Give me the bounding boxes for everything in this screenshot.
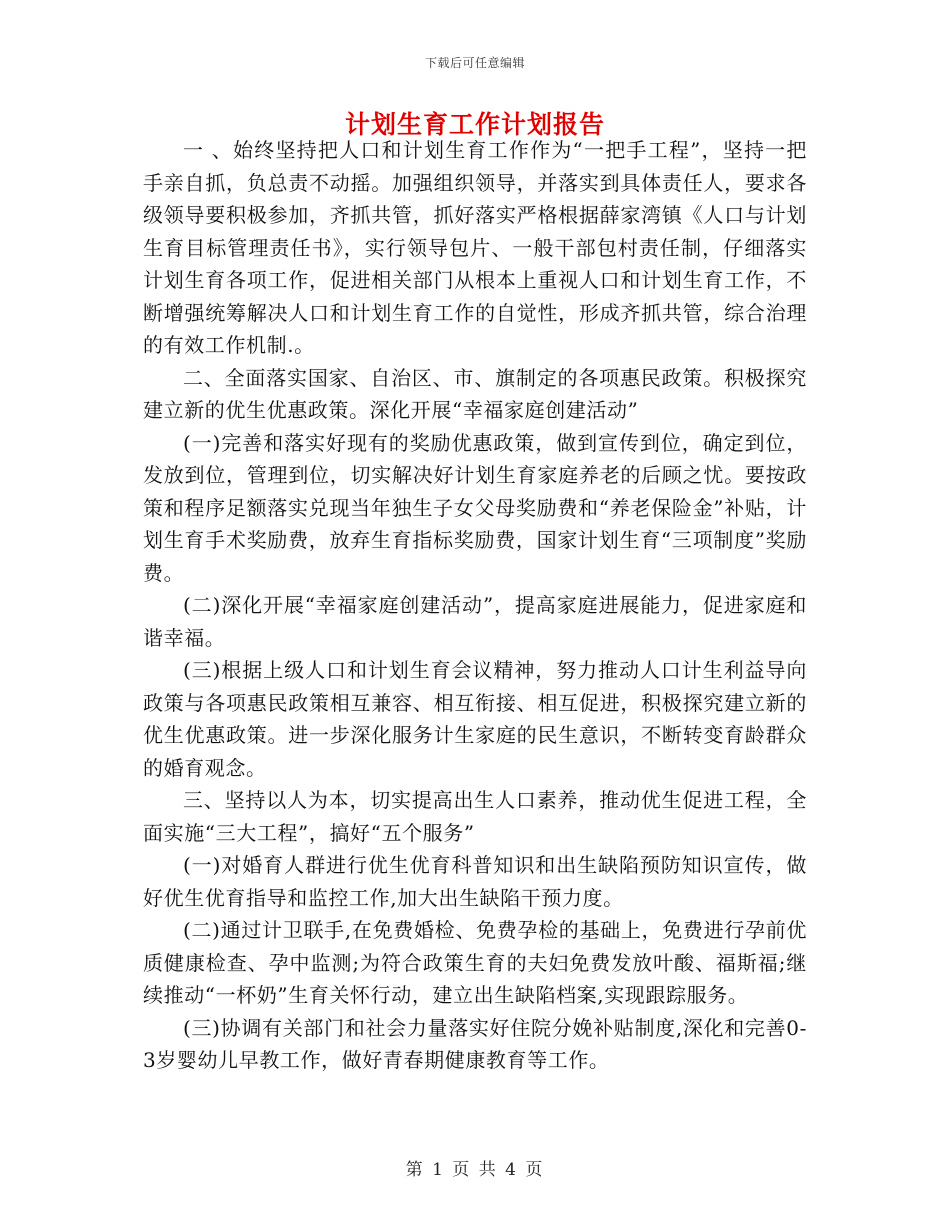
paragraph-section-3: 三、坚持以人为本，切实提高出生人口素养，推动优生促进工程，全面实施“三大工程”，搞好“五个服务” bbox=[143, 788, 807, 845]
paragraph-section-2: 二、全面落实国家、自治区、市、旗制定的各项惠民政策。积极探究建立新的优生优惠政策。深化开展“幸福家庭创建活动” bbox=[143, 365, 807, 422]
paragraph-section-2-item-2: (二)深化开展“幸福家庭创建活动”，提高家庭进展能力，促进家庭和谐幸福。 bbox=[143, 593, 807, 650]
document-body bbox=[143, 134, 807, 1077]
paragraph-section-3-item-1: (一)对婚育人群进行优生优育科普知识和出生缺陷预防知识宣传，做好优生优育指导和监控工作,加大出生缺陷干预力度。 bbox=[143, 853, 807, 910]
paragraph-section-3-item-3: (三)协调有关部门和社会力量落实好住院分娩补贴制度,深化和完善0-3岁婴幼儿早教工作，做好青春期健康教育等工作。 bbox=[143, 1015, 807, 1072]
page-number-footer: 第 1 页 共 4 页 bbox=[405, 1160, 545, 1180]
paragraph-section-1: 一 、始终坚持把人口和计划生育工作作为“一把手工程”，坚持一把手亲自抓，负总责不动摇。加强组织领导，并落实到具体责任人，要求各级领导要积极参加，齐抓共管，抓好落实严格根据薛家湾镇《人口与计划生育目标管理责任书》，实行领导包片、一般干部包村责任制，仔细落实计划生育各项工作，促进相关部门从根本上重视人口和计划生育工作，不断增强统筹解决人口和计划生育工作的自觉性，形成齐抓共管，综合治理的有效工作机制.。 bbox=[143, 138, 807, 357]
header-note: 下载后可任意编辑 bbox=[424, 56, 525, 70]
paragraph-section-2-item-1: (一)完善和落实好现有的奖励优惠政策，做到宣传到位，确定到位，发放到位，管理到位，切实解决好计划生育家庭养老的后顾之忧。要按政策和程序足额落实兑现当年独生子女父母奖励费和“养老保险金”补贴，计划生育手术奖励费，放弃生育指标奖励费，国家计划生育“三项制度”奖励费。 bbox=[143, 430, 807, 585]
paragraph-section-3-item-2: (二)通过计卫联手,在免费婚检、免费孕检的基础上，免费进行孕前优质健康检查、孕中监测;为符合政策生育的夫妇免费发放叶酸、福斯福;继续推动“一杯奶”生育关怀行动，建立出生缺陷档案,实现跟踪服务。 bbox=[143, 918, 807, 1007]
paragraph-section-2-item-3: (三)根据上级人口和计划生育会议精神，努力推动人口计生利益导向政策与各项惠民政策相互兼容、相互衔接、相互促进，积极探究建立新的优生优惠政策。进一步深化服务计生家庭的民生意识，不断转变育龄群众的婚育观念。 bbox=[143, 658, 807, 780]
document-title: 计划生育工作计划报告 bbox=[344, 110, 605, 139]
